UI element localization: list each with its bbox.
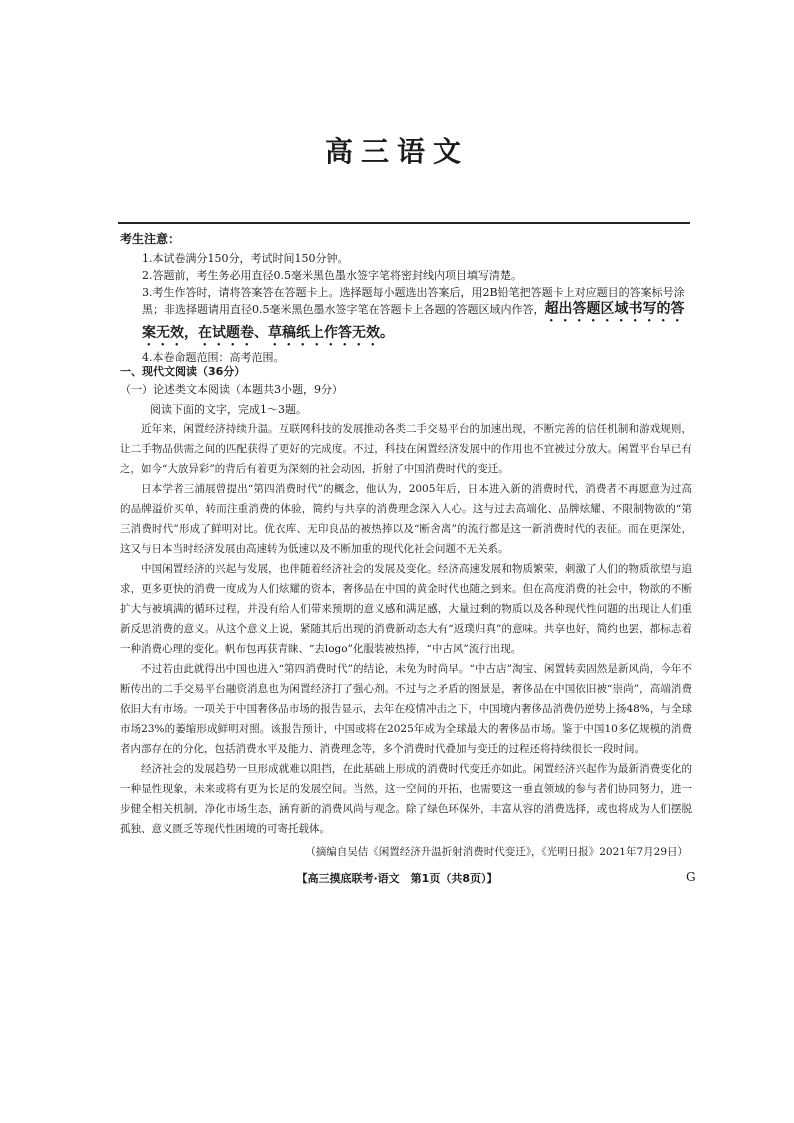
section-heading: 一、现代文阅读（36分） xyxy=(120,365,246,378)
page-footer: 【高三摸底联考·语文 第1页（共8页）】 xyxy=(296,872,498,885)
reading-passage xyxy=(120,419,692,839)
notice-item: 2.答题前，考生务必用直径0.5毫米黑色墨水签字笔将密封线内项目填写清楚。 xyxy=(142,269,522,282)
paper-version-code: G xyxy=(686,870,696,884)
passage-paragraph: 经济社会的发展趋势一旦形成就难以阻挡，在此基础上形成的消费时代变迁亦如此。闲置经济兴起作为最新消费变化的一种显性现象，未来或将有更为长足的发展空间。当然，这一空间的开拓，也需要这一垂直领域的参与者们协同努力，进一步健全相关机制，净化市场生态，涵育新的消费风尚与观念。除了绿色环保外，丰富从容的消费选择，或也将成为人们摆脱孤独、意义匮乏等现代性困境的可寄托载体。 xyxy=(120,763,692,835)
notice-list xyxy=(120,250,688,366)
page-title: 高三语文 xyxy=(324,135,469,168)
subsection-heading: （一）论述类文本阅读（本题共3小题，9分） xyxy=(120,383,343,396)
notice-emphasis: 超出答题区域书写的答案无效，在试题卷、草稿纸上作答无效。 xyxy=(142,301,685,341)
reading-instruction: 阅读下面的文字，完成1～3题。 xyxy=(150,403,307,416)
passage-source: （摘编自吴佶《闲置经济升温折射消费时代变迁》，《光明日报》2021年7月29日） xyxy=(305,846,688,858)
passage-paragraph: 不过若由此就得出中国也进入“第四消费时代”的结论，未免为时尚早。“中古店”淘宝、闲置转卖固然是新风尚，今年不断传出的二手交易平台融资消息也为闲置经济打了强心剂。不过与之矛盾的图景是，奢侈品在中国依旧被“崇尚”，高端消费依旧大有市场。一项关于中国奢侈品市场的报告显示，去年在疫情冲击之下，中国境内奢侈品消费仍逆势上扬48%，与全球市场23%的萎缩形成鲜明对照。该报告预计，中国或将在2025年成为全球最大的奢侈品市场。鉴于中国10多亿规模的消费者内部存在的分化，包括消费水平及能力、消费理念等，多个消费时代叠加与变迁的过程还将持续很长一段时间。 xyxy=(120,663,692,755)
header-divider xyxy=(118,222,690,224)
exam-notice xyxy=(120,231,688,366)
passage-paragraph: 近年来，闲置经济持续升温。互联网科技的发展推动各类二手交易平台的加速出现，不断完善的信任机制和游戏规则，让二手物品供需之间的匹配获得了更好的完成度。不过，科技在闲置经济发展中的作用也不宜被过分放大。闲置平台早已有之，如今“大放异彩”的背后有着更为深刻的社会动因，折射了中国消费时代的变迁。 xyxy=(120,423,692,475)
passage-paragraph: 日本学者三浦展曾提出“第四消费时代”的概念，他认为，2005年后，日本进入新的消费时代，消费者不再愿意为过高的品牌溢价买单，转而注重消费的体验，简约与共享的消费理念深入人心。这与过去高端化、品牌炫耀、不限制物欲的“第三消费时代”形成了鲜明对比。优衣库、无印良品的被热捧以及“断舍离”的流行都是这一新消费时代的表征。而在更深处，这又与日本当时经济发展由高速转为低速以及不断加重的现代化社会问题不无关系。 xyxy=(120,483,692,555)
notice-item: 4.本卷命题范围：高考范围。 xyxy=(142,351,285,364)
notice-item: 1.本试卷满分150分，考试时间150分钟。 xyxy=(142,252,349,265)
notice-item-text: 3.考生作答时，请将答案答在答题卡上。选择题每小题选出答案后，用2B铅笔把答题卡上对应题目的答案标号涂黑；非选择题请用直径0.5毫米黑色墨水签字笔在答题卡上各题的答题区域内作答， xyxy=(142,286,685,316)
notice-item xyxy=(142,284,688,349)
notice-heading: 考生注意： xyxy=(120,232,181,246)
passage-paragraph: 中国闲置经济的兴起与发展，也伴随着经济社会的发展及变化。经济高速发展和物质繁荣，刺激了人们的物质欲望与追求，更多更快的消费一度成为人们炫耀的资本，奢侈品在中国的黄金时代也随之到来。但在高度消费的社会中，物欲的不断扩大与被填满的循环过程，并没有给人们带来预期的意义感和满足感，大量过剩的物质以及各种现代性问题的出现让人们重新反思消费的意义。从这个意义上说，紧随其后出现的消费新动态大有“返璞归真”的意味。共享也好，简约也罢，都标志着一种消费心理的变化。帆布包再获青睐、“去logo”化服装被热捧，“中古风”流行出现。 xyxy=(120,563,692,655)
